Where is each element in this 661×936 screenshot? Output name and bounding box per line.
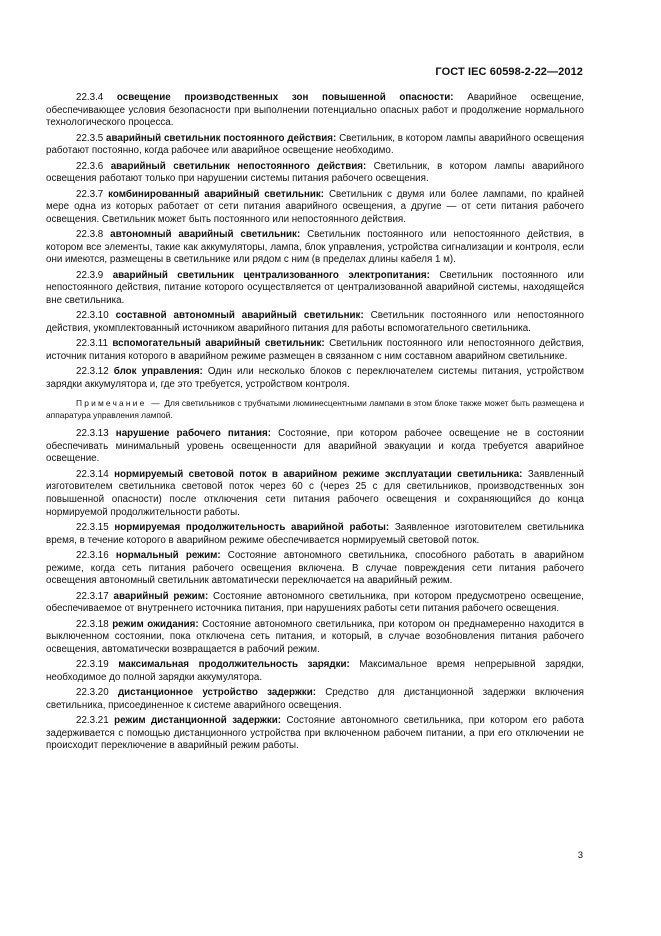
clause-text: Светильник, в котором лампы аварийного освещения работают только при нарушении системы питания рабочего освещения. xyxy=(46,160,584,185)
clause-number: 22.3.11 xyxy=(76,338,108,350)
clause-text: Аварийное освещение, обеспечивающее условия безопасности при выполнении потенциально опасных работ и продолжение нормального технологического процесса. xyxy=(46,92,584,129)
clause-text: Светильник постоянного или непостоянного действия, укомплектованный источником аварийного питания для работы вспомогательного светильника. xyxy=(46,310,584,334)
clause-term: автономный аварийный светильник: xyxy=(110,229,301,241)
clause-term: режим ожидания: xyxy=(112,618,199,630)
document-header: ГОСТ IEC 60598-2-22—2012 xyxy=(435,66,583,78)
clause-number: 22.3.8 xyxy=(76,229,104,241)
clause-text: Максимальное время непрерывной зарядки, необходимое до полной зарядки аккумулятора. xyxy=(46,659,584,683)
clause-22-3-17 xyxy=(46,591,584,616)
clause-text: Светильник с двумя или более лампами, по крайней мере одна из которых работает от сети питания аварийного освещения, а другие — от сети питания рабочего освещения. Светильник может быть постоянного или непостоянного действия. xyxy=(46,188,585,225)
clause-term: максимальная продолжительность зарядки: xyxy=(118,659,350,671)
clause-22-3-11 xyxy=(46,338,584,363)
clause-text: Один или несколько блоков с переключателем системы питания, устройством зарядки аккумулятора и, где это требуется, устройством контроля. xyxy=(46,366,584,390)
clause-term: аварийный светильник непостоянного действия: xyxy=(110,160,367,172)
clause-term: аварийный режим: xyxy=(113,590,209,602)
clause-term: дистанционное устройство задержки: xyxy=(117,687,316,699)
clause-22-3-20 xyxy=(46,687,584,712)
clause-number: 22.3.10 xyxy=(76,310,109,322)
clause-number: 22.3.12 xyxy=(76,366,109,378)
clause-22-3-7 xyxy=(46,189,584,227)
page-number: 3 xyxy=(577,850,583,861)
clause-number: 22.3.20 xyxy=(76,687,109,699)
clause-number: 22.3.6 xyxy=(76,160,104,172)
clause-number: 22.3.5 xyxy=(76,132,104,144)
clause-text: Средство для дистанционной задержки включения светильника, присоединенное к системе аварийного освещения. xyxy=(46,687,584,711)
clause-text: Состояние автономного светильника, способного работать в аварийном режиме, когда сеть питания рабочего освещения включена. В случае повреждения сети питания рабочего освещения автономный светильник автоматически переключается на аварийный режим. xyxy=(46,549,584,587)
clause-term: освещение производственных зон повышенной опасности: xyxy=(116,92,454,103)
clause-group-a xyxy=(46,92,584,391)
clause-text: Заявленное изготовителем светильника время, в течение которого в аварийном режиме обеспечивается нормируемый световой поток. xyxy=(46,522,584,546)
clause-number: 22.3.16 xyxy=(76,549,109,561)
clause-22-3-9 xyxy=(46,270,584,308)
clause-term: составной автономный аварийный светильник: xyxy=(115,310,364,322)
clause-term: нормируемая продолжительность аварийной работы: xyxy=(114,522,390,533)
clause-number: 22.3.14 xyxy=(76,468,109,480)
clause-22-3-5 xyxy=(46,133,584,158)
clause-number: 22.3.19 xyxy=(76,659,109,671)
clause-number: 22.3.9 xyxy=(76,269,104,281)
clause-22-3-13 xyxy=(46,428,584,466)
clause-term: блок управления: xyxy=(113,366,203,378)
clause-group-b xyxy=(46,428,584,753)
clause-text: Состояние автономного светильника, при котором предусмотрено освещение, обеспечиваемое от внутреннего источника питания, при нарушениях работы сети питания рабочего освещения. xyxy=(46,590,584,615)
clause-22-3-8 xyxy=(46,229,584,267)
clause-text: Светильник, в котором лампы аварийного освещения работают постоянно, когда рабочее или аварийное освещение необходимо. xyxy=(46,132,584,157)
clause-text: Состояние, при котором рабочее освещение не в состоянии обеспечивать минимальный уровень освещенности для аварийной эвакуации и когда требуется аварийное освещение. xyxy=(46,428,584,465)
clause-22-3-18 xyxy=(46,619,584,657)
document-body xyxy=(46,92,584,756)
clause-number: 22.3.13 xyxy=(76,428,109,440)
note-label: Примечание — xyxy=(76,398,162,409)
clause-text: Светильник постоянного или непостоянного действия, питание которого осуществляется от централизованной аварийной системы, находящейся вне светильника. xyxy=(46,269,584,306)
clause-22-3-14 xyxy=(46,469,584,519)
clause-22-3-4 xyxy=(46,92,584,130)
clause-text: Состояние автономного светильника, при котором его работа задерживается с помощью дистанционного устройства при включенном рабочем питании, а при его отключении не происходит переключение в аварийный режим работы. xyxy=(46,715,584,752)
clause-text: Заявленный изготовителем светильника световой поток через 60 с (через 25 с для светильников, производственных зон повышенной опасности) после отключения сети питания рабочего освещения и сохраняющийся до конца нормируемой продолжительности работы. xyxy=(46,468,584,518)
note-text: Для светильников с трубчатыми люминесцентными лампами в этом блоке также может быть размещена и аппаратура управления лампой. xyxy=(46,398,584,420)
clause-term: аварийный светильник централизованного электропитания: xyxy=(112,269,430,281)
clause-22-3-15 xyxy=(46,522,584,547)
clause-term: аварийный светильник постоянного действия: xyxy=(106,132,337,144)
clause-number: 22.3.17 xyxy=(76,590,109,602)
clause-number: 22.3.4 xyxy=(76,92,104,103)
clause-22-3-16 xyxy=(46,550,584,588)
clause-text: Светильник постоянного или непостоянного действия, источник питания которого в аварийном режиме размещен в связанном с ним составном аварийном светильнике. xyxy=(46,338,584,362)
clause-number: 22.3.15 xyxy=(76,522,109,533)
clause-number: 22.3.18 xyxy=(76,618,109,630)
clause-term: нормальный режим: xyxy=(115,549,221,561)
clause-22-3-12 xyxy=(46,366,584,391)
clause-22-3-19 xyxy=(46,659,584,684)
clause-term: нарушение рабочего питания: xyxy=(115,428,272,440)
clause-text: Состояние автономного светильника, при котором он преднамеренно находится в выключенном состоянии, пока отключена сеть питания, и который, в случае возобновления питания рабочего освещения, автоматически возвращается в рабочий режим. xyxy=(46,618,584,655)
clause-term: вспомогательный аварийный светильник: xyxy=(112,338,325,350)
clause-term: режим дистанционной задержки: xyxy=(114,715,282,727)
clause-term: нормируемый световой поток в аварийном режиме эксплуатации светильника: xyxy=(114,468,523,480)
clause-22-3-10 xyxy=(46,310,584,335)
clause-text: Светильник постоянного или непостоянного действия, в котором все элементы, такие как аккумуляторы, лампа, блок управления, устройства сигнализации и контроля, если они имеются, размещены в светильнике или рядом с ним (в пределах длины кабеля 1 м). xyxy=(46,229,584,266)
note-block xyxy=(46,398,584,421)
clause-term: комбинированный аварийный светильник: xyxy=(108,188,325,200)
clause-22-3-21 xyxy=(46,715,584,753)
clause-number: 22.3.21 xyxy=(76,715,109,727)
clause-number: 22.3.7 xyxy=(76,188,104,200)
clause-22-3-6 xyxy=(46,161,584,186)
